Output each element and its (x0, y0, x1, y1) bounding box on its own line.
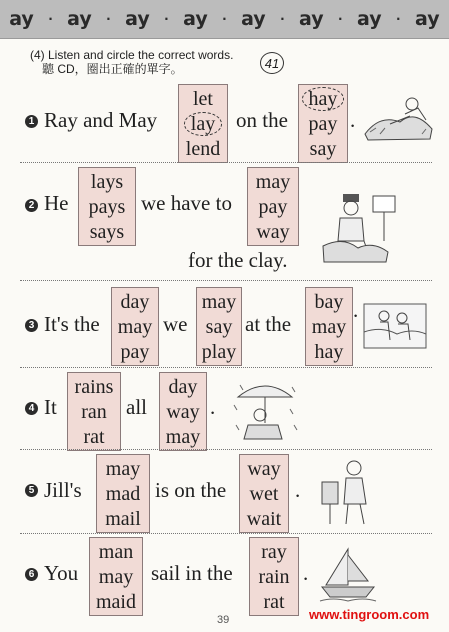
period: . (295, 478, 301, 502)
word-option[interactable]: lend (185, 137, 221, 160)
question-number: 3 (25, 319, 38, 332)
period: . (210, 395, 216, 419)
word-choice-box (111, 287, 159, 366)
word-option[interactable]: maid (96, 590, 136, 613)
word-choice-box (298, 84, 348, 163)
word-option[interactable]: bay (314, 290, 344, 313)
word-option[interactable]: play (201, 340, 237, 363)
illustration-man-with-clay (318, 186, 400, 266)
sentence-text: sail in the (151, 561, 233, 585)
ay-word: ay (183, 8, 208, 30)
period: . (350, 108, 356, 132)
illustration-sailing-boat (318, 545, 378, 603)
word-option[interactable]: pay (308, 112, 338, 135)
illustration-people-at-bay (362, 296, 430, 352)
word-choice-box (78, 167, 136, 246)
divider (20, 367, 432, 368)
question-number: 1 (25, 115, 38, 128)
ay-word: ay (299, 8, 324, 30)
word-choice-box (178, 84, 228, 163)
ay-word: ay (357, 8, 382, 30)
sentence-text: at the (245, 312, 292, 336)
page-number: 39 (217, 614, 230, 626)
instruction (30, 48, 233, 76)
question-number: 5 (25, 484, 38, 497)
watermark-site: www.tingroom.com (309, 607, 430, 622)
sentence-text: for the clay. (188, 248, 288, 272)
sentence-text: Ray and May (44, 108, 158, 132)
word-choice-box (239, 454, 289, 533)
word-option[interactable]: way (247, 457, 281, 480)
word-option[interactable]: pays (88, 195, 126, 218)
word-option[interactable]: rain (258, 565, 290, 588)
divider (20, 533, 432, 534)
word-option[interactable]: hay (314, 340, 344, 363)
sentence-text: You (44, 561, 79, 585)
word-choice-box (305, 287, 353, 366)
word-option[interactable]: pay (120, 340, 150, 363)
word-option[interactable]: may (255, 170, 291, 193)
ay-word: ay (9, 8, 34, 30)
word-choice-box (247, 167, 299, 246)
ay-word: ay (125, 8, 150, 30)
word-option[interactable]: say (309, 137, 337, 160)
word-option[interactable]: man (98, 540, 134, 563)
word-choice-box (159, 372, 207, 451)
word-choice-box (249, 537, 299, 616)
word-option[interactable]: mail (105, 507, 141, 530)
word-option[interactable]: may (201, 290, 237, 313)
sentence-text: It's the (44, 312, 100, 336)
word-option[interactable]: ran (81, 400, 107, 423)
word-option[interactable]: way (256, 220, 290, 243)
sentence-text: we (163, 312, 188, 336)
word-option[interactable]: may (98, 565, 134, 588)
word-choice-box (67, 372, 121, 451)
word-option[interactable]: day (120, 290, 150, 313)
word-option[interactable]: rat (83, 425, 105, 448)
divider (20, 162, 432, 163)
word-choice-box (89, 537, 143, 616)
illustration-rain-umbrella (230, 375, 300, 445)
sentence-text: we have to (141, 191, 232, 215)
illustration-resting-in-hay (360, 84, 435, 144)
word-option-circled[interactable]: hay (302, 87, 345, 111)
word-option[interactable]: says (89, 220, 125, 243)
word-option[interactable]: wet (249, 482, 279, 505)
word-option[interactable]: pay (258, 195, 288, 218)
sentence-text: all (126, 395, 147, 419)
word-option[interactable]: may (311, 315, 347, 338)
word-option-circled[interactable]: lay (184, 112, 222, 136)
header-ay-band: ay · ay · ay · ay · ay · ay · ay · ay (0, 0, 449, 39)
sentence-text: on the (236, 108, 288, 132)
sentence-text: It (44, 395, 57, 419)
word-option[interactable]: day (168, 375, 198, 398)
instruction-english: (4) Listen and circle the correct words. (30, 48, 234, 62)
word-choice-box (96, 454, 150, 533)
word-option[interactable]: rains (74, 375, 114, 398)
word-choice-box (196, 287, 242, 366)
divider (20, 280, 432, 281)
ay-word: ay (67, 8, 92, 30)
word-option[interactable]: may (105, 457, 141, 480)
question-number: 4 (25, 402, 38, 415)
sentence-text: He (44, 191, 69, 215)
word-option[interactable]: mad (105, 482, 141, 505)
question-number: 6 (25, 568, 38, 581)
word-option[interactable]: let (193, 87, 213, 110)
sentence-text: is on the (155, 478, 227, 502)
track-number-badge: 41 (260, 52, 284, 74)
word-option[interactable]: say (205, 315, 233, 338)
period: . (353, 298, 359, 322)
illustration-girl-mailbox (318, 456, 374, 528)
instruction-chinese: 聽 CD，圈出正確的單字。 (42, 62, 183, 76)
divider (20, 449, 432, 450)
period: . (303, 561, 309, 585)
word-option[interactable]: way (166, 400, 200, 423)
word-option[interactable]: ray (261, 540, 287, 563)
ay-word: ay (414, 8, 440, 30)
word-option[interactable]: may (165, 425, 201, 448)
sentence-text: Jill's (44, 478, 82, 502)
ay-word: ay (241, 8, 266, 30)
word-option[interactable]: wait (246, 507, 282, 530)
word-option[interactable]: lays (90, 170, 124, 193)
word-option[interactable]: rat (263, 590, 285, 613)
question-number: 2 (25, 199, 38, 212)
word-option[interactable]: may (117, 315, 153, 338)
